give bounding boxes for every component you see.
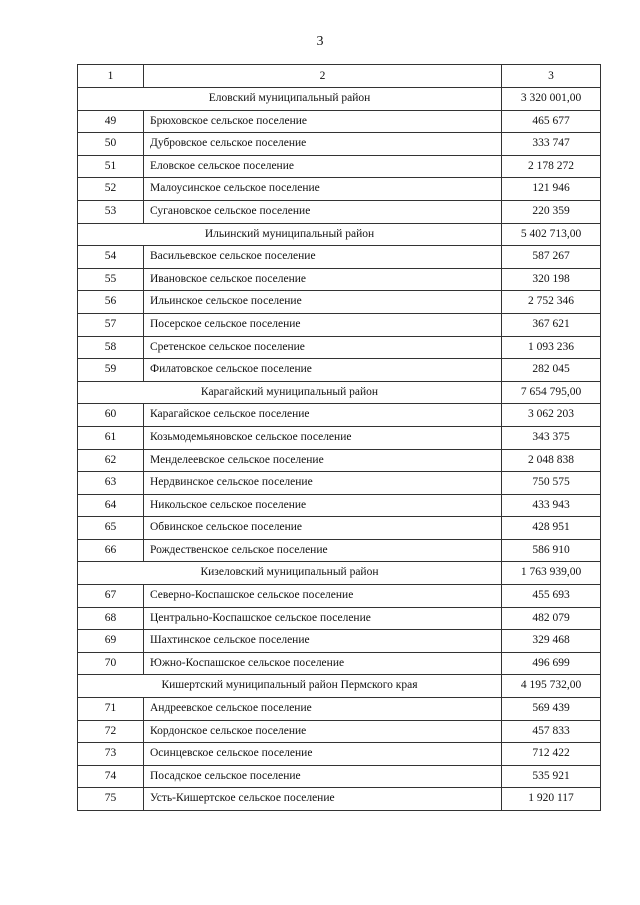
table-row [78,630,601,653]
table-row [78,720,601,743]
settlement-amount: 1 920 117 [502,788,601,811]
table-row [78,698,601,721]
settlement-name: Малоусинское сельское поселение [144,178,502,201]
district-row [78,562,601,585]
table-row [78,652,601,675]
row-number: 64 [78,494,144,517]
row-number: 55 [78,268,144,291]
settlement-name: Карагайское сельское поселение [144,404,502,427]
settlement-amount: 535 921 [502,765,601,788]
settlement-name: Дубровское сельское поселение [144,133,502,156]
row-number: 70 [78,652,144,675]
row-number: 63 [78,472,144,495]
column-header: 2 [144,65,502,88]
row-number: 54 [78,246,144,269]
table-header-row [78,65,601,88]
row-number: 66 [78,539,144,562]
settlement-name: Васильевское сельское поселение [144,246,502,269]
settlement-amount: 465 677 [502,110,601,133]
row-number: 68 [78,607,144,630]
row-number: 62 [78,449,144,472]
district-amount: 1 763 939,00 [502,562,601,585]
table-row [78,268,601,291]
settlement-amount: 3 062 203 [502,404,601,427]
table-row [78,336,601,359]
table-row [78,291,601,314]
settlement-name: Посадское сельское поселение [144,765,502,788]
settlement-amount: 433 943 [502,494,601,517]
row-number: 74 [78,765,144,788]
settlement-name: Ильинское сельское поселение [144,291,502,314]
settlement-name: Осинцевское сельское поселение [144,743,502,766]
settlement-name: Сретенское сельское поселение [144,336,502,359]
settlement-name: Обвинское сельское поселение [144,517,502,540]
settlement-amount: 455 693 [502,585,601,608]
page-number: 3 [316,34,324,49]
settlement-name: Посерское сельское поселение [144,313,502,336]
table-row [78,494,601,517]
row-number: 50 [78,133,144,156]
settlement-amount: 750 575 [502,472,601,495]
budget-table [77,64,601,811]
table-row [78,607,601,630]
column-header: 3 [502,65,601,88]
table-row [78,246,601,269]
settlement-name: Шахтинское сельское поселение [144,630,502,653]
district-name: Кизеловский муниципальный район [78,562,502,585]
row-number: 65 [78,517,144,540]
table-row [78,178,601,201]
row-number: 73 [78,743,144,766]
settlement-name: Ивановское сельское поселение [144,268,502,291]
settlement-name: Филатовское сельское поселение [144,359,502,382]
district-amount: 5 402 713,00 [502,223,601,246]
settlement-name: Усть-Кишертское сельское поселение [144,788,502,811]
table-row [78,200,601,223]
settlement-name: Андреевское сельское поселение [144,698,502,721]
table-row [78,788,601,811]
settlement-amount: 2 178 272 [502,155,601,178]
settlement-amount: 320 198 [502,268,601,291]
settlement-amount: 457 833 [502,720,601,743]
settlement-name: Южно-Коспашское сельское поселение [144,652,502,675]
table-row [78,449,601,472]
settlement-name: Северно-Коспашское сельское поселение [144,585,502,608]
row-number: 53 [78,200,144,223]
settlement-name: Кордонское сельское поселение [144,720,502,743]
table-row [78,585,601,608]
row-number: 52 [78,178,144,201]
settlement-name: Нердвинское сельское поселение [144,472,502,495]
settlement-amount: 712 422 [502,743,601,766]
settlement-amount: 586 910 [502,539,601,562]
row-number: 49 [78,110,144,133]
settlement-amount: 1 093 236 [502,336,601,359]
table-row [78,133,601,156]
settlement-amount: 482 079 [502,607,601,630]
settlement-name: Менделеевское сельское поселение [144,449,502,472]
table-row [78,743,601,766]
district-row [78,675,601,698]
table-row [78,517,601,540]
district-name: Кишертский муниципальный район Пермского края [78,675,502,698]
table-body [78,65,601,811]
row-number: 69 [78,630,144,653]
district-name: Еловский муниципальный район [78,88,502,111]
settlement-amount: 496 699 [502,652,601,675]
table-row [78,472,601,495]
settlement-amount: 367 621 [502,313,601,336]
table-row [78,765,601,788]
settlement-name: Рождественское сельское поселение [144,539,502,562]
row-number: 75 [78,788,144,811]
table-row [78,110,601,133]
settlement-name: Никольское сельское поселение [144,494,502,517]
table-row [78,359,601,382]
row-number: 71 [78,698,144,721]
row-number: 51 [78,155,144,178]
row-number: 67 [78,585,144,608]
settlement-name: Еловское сельское поселение [144,155,502,178]
settlement-amount: 329 468 [502,630,601,653]
settlement-name: Козьмодемьяновское сельское поселение [144,426,502,449]
row-number: 59 [78,359,144,382]
row-number: 57 [78,313,144,336]
table-row [78,426,601,449]
row-number: 58 [78,336,144,359]
district-row [78,223,601,246]
table-row [78,539,601,562]
settlement-amount: 333 747 [502,133,601,156]
table-row [78,404,601,427]
settlement-name: Центрально-Коспашское сельское поселение [144,607,502,630]
column-header: 1 [78,65,144,88]
settlement-amount: 2 752 346 [502,291,601,314]
settlement-amount: 220 359 [502,200,601,223]
district-row [78,88,601,111]
settlement-amount: 428 951 [502,517,601,540]
table-row [78,313,601,336]
settlement-amount: 282 045 [502,359,601,382]
settlement-amount: 2 048 838 [502,449,601,472]
settlement-name: Брюховское сельское поселение [144,110,502,133]
row-number: 72 [78,720,144,743]
district-amount: 7 654 795,00 [502,381,601,404]
settlement-amount: 587 267 [502,246,601,269]
settlement-amount: 343 375 [502,426,601,449]
row-number: 56 [78,291,144,314]
district-name: Карагайский муниципальный район [78,381,502,404]
district-amount: 4 195 732,00 [502,675,601,698]
settlement-amount: 569 439 [502,698,601,721]
table-row [78,155,601,178]
district-name: Ильинский муниципальный район [78,223,502,246]
district-amount: 3 320 001,00 [502,88,601,111]
row-number: 60 [78,404,144,427]
row-number: 61 [78,426,144,449]
settlement-amount: 121 946 [502,178,601,201]
settlement-name: Сугановское сельское поселение [144,200,502,223]
district-row [78,381,601,404]
